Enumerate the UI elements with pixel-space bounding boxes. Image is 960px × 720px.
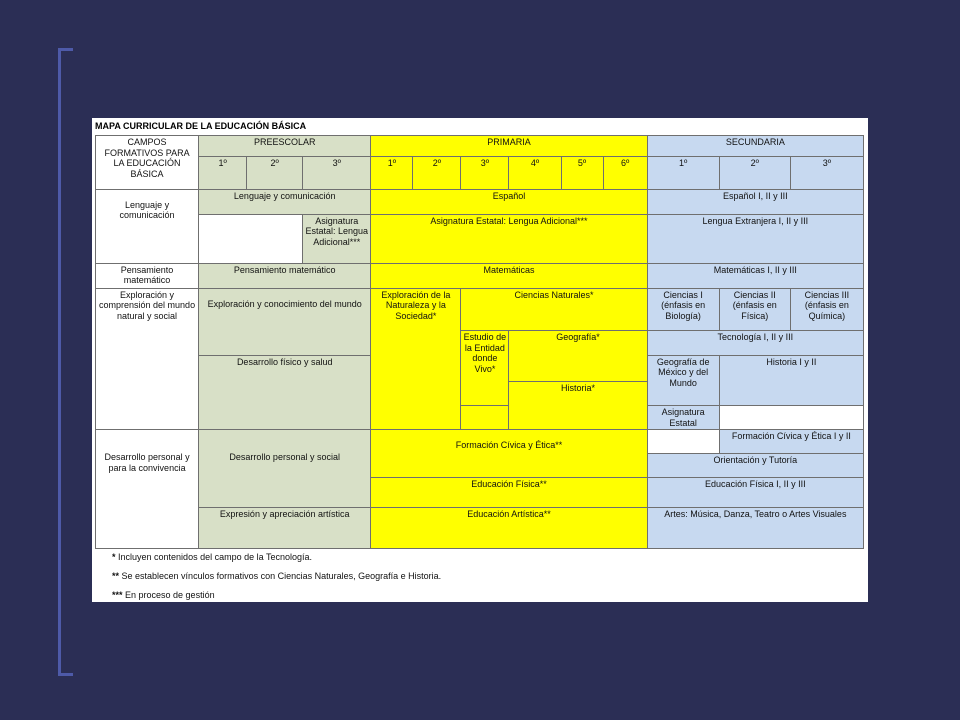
footnote: * Incluyen contenidos del campo de la Tecnología.: [112, 552, 312, 562]
pri-matematicas: Matemáticas: [371, 263, 647, 288]
pre-desarrollo-personal: Desarrollo personal y social: [199, 430, 371, 508]
pri-asignatura-estatal: Asignatura Estatal: Lengua Adicional***: [371, 214, 647, 263]
pre-expresion-artistica: Expresión y apreciación artística: [199, 508, 371, 549]
curriculum-map-sheet: [92, 118, 868, 602]
grade-cell: 1º: [371, 157, 413, 189]
grade-cell: 4º: [509, 157, 561, 189]
campo-desarrollo: Desarrollo personal y para la convivencia: [96, 430, 199, 549]
sec-artes: Artes: Música, Danza, Teatro o Artes Visuales: [647, 508, 863, 549]
footnote: *** En proceso de gestión: [112, 590, 215, 600]
sec-espanol: Español I, II y III: [647, 189, 863, 214]
campos-header: CAMPOS FORMATIVOS PARA LA EDUCACIÓN BÁSICA: [96, 136, 199, 190]
campo-exploracion: Exploración y comprensión del mundo natural y social: [96, 288, 199, 430]
grade-cell: 3º: [790, 157, 863, 189]
grade-cell: 1º: [199, 157, 247, 189]
grade-cell: 3º: [461, 157, 509, 189]
empty-cell: [647, 430, 719, 453]
pre-pensamiento: Pensamiento matemático: [199, 263, 371, 288]
campo-lenguaje: Lenguaje y comunicación: [96, 189, 199, 263]
footnote: ** Se establecen vínculos formativos con Ciencias Naturales, Geografía e Historia.: [112, 571, 442, 581]
grade-cell: 5º: [561, 157, 603, 189]
pri-educacion-artistica: Educación Artística**: [371, 508, 647, 549]
pri-formacion-civica: Formación Cívica y Ética**: [371, 430, 647, 478]
campo-pensamiento: Pensamiento matemático: [96, 263, 199, 288]
sec-ciencias-3: Ciencias III (énfasis en Química): [790, 288, 863, 331]
pri-naturaleza-sociedad: Exploración de la Naturaleza y la Sociedad*: [371, 288, 461, 430]
preescolar-header: PREESCOLAR: [199, 136, 371, 157]
pre-desarrollo-fisico: Desarrollo físico y salud: [199, 355, 371, 430]
pre-lenguaje: Lenguaje y comunicación: [199, 189, 371, 214]
sec-orientacion: Orientación y Tutoría: [647, 453, 863, 477]
sec-tecnologia: Tecnología I, II y III: [647, 331, 863, 355]
grade-cell: 6º: [603, 157, 647, 189]
map-title: MAPA CURRICULAR DE LA EDUCACIÓN BÁSICA: [95, 121, 307, 131]
grade-cell: 2º: [719, 157, 790, 189]
pri-ciencias-naturales: Ciencias Naturales*: [461, 288, 647, 331]
primaria-header: PRIMARIA: [371, 136, 647, 157]
sec-matematicas: Matemáticas I, II y III: [647, 263, 863, 288]
pri-empty: [461, 406, 509, 430]
sec-ciencias-1: Ciencias I (énfasis en Biología): [647, 288, 719, 331]
empty-cell: [199, 214, 303, 263]
slide-bracket-decoration: [58, 48, 73, 676]
pri-educacion-fisica: Educación Física**: [371, 478, 647, 508]
sec-historia: Historia I y II: [719, 355, 863, 406]
grade-cell: 3º: [303, 157, 371, 189]
grade-cell: 2º: [413, 157, 461, 189]
sec-ciencias-2: Ciencias II (énfasis en Física): [719, 288, 790, 331]
curriculum-table: [95, 135, 864, 549]
pre-asignatura-estatal: Asignatura Estatal: Lengua Adicional***: [303, 214, 371, 263]
pri-historia: Historia*: [509, 381, 647, 430]
sec-lengua-extranjera: Lengua Extranjera I, II y III: [647, 214, 863, 263]
grade-cell: 2º: [247, 157, 303, 189]
pri-geografia: Geografía*: [509, 331, 647, 382]
pri-espanol: Español: [371, 189, 647, 214]
sec-geografia: Geografía de México y del Mundo: [647, 355, 719, 406]
empty-cell: [719, 406, 863, 430]
footnotes: [112, 552, 441, 609]
sec-formacion-civica: Formación Cívica y Ética I y II: [719, 430, 863, 453]
sec-asignatura-estatal: Asignatura Estatal: [647, 406, 719, 430]
pri-estudio-entidad: Estudio de la Entidad donde Vivo*: [461, 331, 509, 406]
sec-educacion-fisica: Educación Física I, II y III: [647, 478, 863, 508]
secundaria-header: SECUNDARIA: [647, 136, 863, 157]
pre-exploracion: Exploración y conocimiento del mundo: [199, 288, 371, 355]
grade-cell: 1º: [647, 157, 719, 189]
